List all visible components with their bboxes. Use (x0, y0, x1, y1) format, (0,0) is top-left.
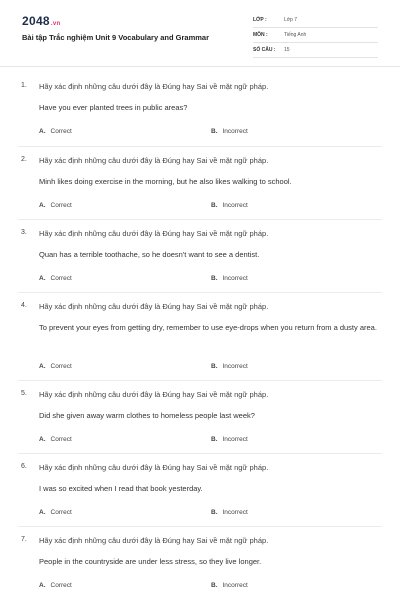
question-prompt: Hãy xác định những câu dưới đây là Đúng hay Sai về mặt ngữ pháp. (39, 390, 269, 399)
meta-class-label: LỚP : (253, 17, 267, 23)
worksheet-header (0, 0, 400, 67)
question-divider (18, 219, 382, 220)
question-number: 5. (21, 390, 27, 397)
option-a[interactable]: A. Correct (39, 128, 72, 135)
question-statement: Minh likes doing exercise in the morning, but he also likes walking to school. (39, 177, 292, 186)
question-statement: Did she given away warm clothes to homeless people last week? (39, 411, 255, 420)
site-logo[interactable] (22, 14, 60, 28)
question-prompt: Hãy xác định những câu dưới đây là Đúng hay Sai về mặt ngữ pháp. (39, 229, 269, 238)
meta-class (253, 14, 378, 28)
meta-subject-label: MÔN : (253, 32, 268, 38)
meta-count-value: 15 (284, 47, 290, 53)
option-a[interactable]: A. Correct (39, 509, 72, 516)
question-statement: People in the countryside are under less stress, so they live longer. (39, 557, 262, 566)
meta-question-count (253, 44, 378, 58)
question-prompt: Hãy xác định những câu dưới đây là Đúng hay Sai về mặt ngữ pháp. (39, 82, 269, 91)
option-b[interactable]: B. Incorrect (211, 436, 248, 443)
option-a[interactable]: A. Correct (39, 275, 72, 282)
question-prompt: Hãy xác định những câu dưới đây là Đúng hay Sai về mặt ngữ pháp. (39, 463, 269, 472)
meta-class-value: Lớp 7 (284, 17, 298, 23)
question-prompt: Hãy xác định những câu dưới đây là Đúng hay Sai về mặt ngữ pháp. (39, 536, 269, 545)
question-prompt: Hãy xác định những câu dưới đây là Đúng hay Sai về mặt ngữ pháp. (39, 302, 269, 311)
question-number: 4. (21, 302, 27, 309)
question-statement: Have you ever planted trees in public areas? (39, 103, 188, 112)
logo-main: 2048 (22, 14, 50, 28)
question-divider (18, 146, 382, 147)
question-statement: To prevent your eyes from getting dry, remember to use eye-drops when you return from a dusty area. (39, 323, 377, 332)
question-number: 6. (21, 463, 27, 470)
option-b[interactable]: B. Incorrect (211, 275, 248, 282)
option-a[interactable]: A. Correct (39, 582, 72, 589)
question-number: 2. (21, 156, 27, 163)
option-b[interactable]: B. Incorrect (211, 202, 248, 209)
meta-count-label: SỐ CÂU : (253, 47, 276, 53)
worksheet-title: Bài tập Trắc nghiệm Unit 9 Vocabulary and Grammar (22, 33, 209, 42)
question-divider (18, 453, 382, 454)
question-divider (18, 526, 382, 527)
option-b[interactable]: B. Incorrect (211, 363, 248, 370)
option-a[interactable]: A. Correct (39, 363, 72, 370)
question-number: 1. (21, 82, 27, 89)
question-divider (18, 292, 382, 293)
option-b[interactable]: B. Incorrect (211, 509, 248, 516)
question-number: 7. (21, 536, 27, 543)
question-prompt: Hãy xác định những câu dưới đây là Đúng hay Sai về mặt ngữ pháp. (39, 156, 269, 165)
option-a[interactable]: A. Correct (39, 436, 72, 443)
question-statement: I was so excited when I read that book yesterday. (39, 484, 203, 493)
option-b[interactable]: B. Incorrect (211, 128, 248, 135)
option-a[interactable]: A. Correct (39, 202, 72, 209)
question-number: 3. (21, 229, 27, 236)
meta-subject (253, 29, 378, 43)
question-divider (18, 380, 382, 381)
meta-subject-value: Tiếng Anh (284, 32, 307, 38)
option-b[interactable]: B. Incorrect (211, 582, 248, 589)
logo-suffix: .vn (50, 21, 61, 27)
question-statement: Quan has a terrible toothache, so he doesn't want to see a dentist. (39, 250, 260, 259)
